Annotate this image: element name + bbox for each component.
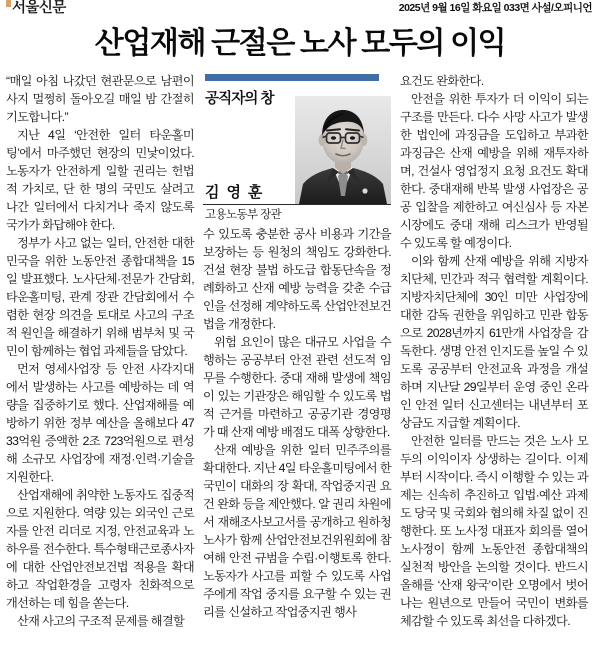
paragraph: 수 있도록 충분한 공사 비용과 기간을 보장하는 등 원청의 책임도 강화한다. 건설 현장 불법 하도급 합동단속을 정례화하고 산재 예방 능력을 갖춘 수급인을 선정해 계약하도록 산업안전보건법을 개정한다. (203, 227, 391, 331)
dateline: 2025년 9월 16일 화요일 033면 사설/오피니언 (398, 2, 592, 14)
text-column-1 (6, 72, 194, 630)
author-portrait-image (295, 96, 391, 204)
paragraph: 지난 4일 ‘안전한 일터 타운홀미팅’에서 마주했던 현장의 민낯이었다. 노동자가 안전하게 일할 권리는 헌법적 가치로, 단 한 명의 국민도 살려고 나간 일터에서 다치거나 죽지 않도록 국가가 화답해야 한다. (6, 128, 194, 232)
article-columns (6, 72, 594, 630)
paragraph: 안전한 일터를 만드는 것은 노사 모두의 이익이자 상생하는 길이다. 이제부터 시작이다. 즉시 이행할 수 있는 과제는 신속히 추진하고 입법·예산 과제도 당국 및 국회와 협의해 차질 없이 진행한다. 또 노사정 대표자 회의를 열어 노사정이 함께 노동안전 종합대책의 실천적 방안을 논의할 것이다. 반드시 올해를 ‘산재 왕국’이란 오명에서 벗어나는 원년으로 만들어 국민이 변화를 체감할 수 있도록 최선을 다하겠다. (400, 434, 588, 628)
paragraph: “매일 아침 나갔던 현관문으로 남편이 사지 멀쩡히 돌아오길 매일 밤 간절히 기도합니다.” (6, 74, 194, 124)
brand-tick-icon (6, 0, 11, 7)
paragraph: 먼저 영세사업장 등 안전 사각지대에서 발생하는 사고를 예방하는 데 역량을 집중하기로 했다. 산업재해를 예방하기 위한 정부 예산을 올해보다 4733억원 증액한 2조 723억원으로 편성해 소규모 사업장에 재정·인력·기술을 지원한다. (6, 362, 194, 484)
author-role: 고용노동부 장관 (205, 209, 282, 221)
brand-name: 서울신문 (12, 0, 66, 16)
series-header (203, 74, 391, 222)
byline-divider (203, 204, 391, 205)
paragraph: 요건도 완화한다. (400, 74, 484, 88)
paragraph: 위험 요인이 많은 대규모 사업을 수행하는 공공부터 안전 관련 선도적 임무를 수행한다. 중대 재해 발생에 책임이 있는 기관장은 해임할 수 있도록 법적 근거를 마련하고 공공기관 경영평가 때 산재 예방 배점도 대폭 상향한다. (203, 335, 391, 439)
brand-logo[interactable] (6, 0, 66, 16)
author-portrait (295, 96, 391, 204)
article-headline: 산업재해 근절은 노사 모두의 이익 (94, 27, 506, 60)
paragraph: 이와 함께 산재 예방을 위해 지방자치단체, 민간과 적극 협력할 계획이다. 지방자치단체에 30인 미만 사업장에 대한 감독 권한을 위임하고 민관 합동으로 2028년까지 61만개 사업장을 감독한다. 생명 안전 인지도를 높일 수 있도록 공공부터 안전교육 과정을 개설하며 지난달 29일부터 운영 중인 온라인 안전 일터 신고센터는 내년부터 포상금도 지급할 계획이다. (400, 254, 588, 430)
paragraph: 산재 사고의 구조적 문제를 해결할 (17, 614, 185, 628)
paragraph: 산업재해에 취약한 노동자도 집중적으로 지원한다. 역량 있는 외국인 근로자를 안전 리더로 지정, 안전교육과 노하우를 전수한다. 특수형태근로종사자에 대한 산업안전보건법 적용을 확대하고 작업환경을 고령자 친화적으로 개선하는 데 힘을 쏟는다. (6, 488, 194, 610)
author-name: 김 영 훈 (205, 184, 264, 201)
paragraph: 산재 예방을 위한 일터 민주주의를 확대한다. 지난 4일 타운홀미팅에서 한 국민이 대화의 장 확대, 작업중지권 요건 완화 등을 제안했다. 알 권리 차원에서 재해조사보고서를 공개하고 원하청 노사가 함께 산업안전보건위원회에 참여해 안전 규범을 수립·이행토록 한다. 노동자가 사고를 피할 수 있도록 사업주에게 작업 중지를 요구할 수 있는 권리를 신설하고 작업중지권 행사 (203, 443, 391, 619)
series-title: 공직자의 창 (205, 91, 274, 107)
paragraph: 안전을 위한 투자가 더 이익이 되는 구조를 만든다. 다수 사망 사고가 발생한 법인에 과징금을 도입하고 부과한 과징금은 산재 예방을 위해 재투자하며, 건설사 영업정지 요청 요건도 확대한다. 중대재해 반복 발생 사업장은 공공 입찰을 제한하고 여신심사 등 자본시장에도 중대 재해 리스크가 반영될 수 있도록 할 예정이다. (400, 92, 588, 250)
paragraph: 정부가 사고 없는 일터, 안전한 대한민국을 위한 노동안전 종합대책을 15일 발표했다. 노사단체·전문가 간담회, 타운홀미팅, 관계 장관 간담회에서 수렴한 현장 의견을 토대로 사고의 구조적 원인을 해결하기 위해 범부처 및 국민이 함께하는 협업 과제들을 담았다. (6, 236, 194, 358)
text-column-2 (203, 72, 391, 621)
series-rule (205, 74, 379, 81)
masthead (6, 0, 594, 20)
text-column-3 (400, 72, 588, 630)
